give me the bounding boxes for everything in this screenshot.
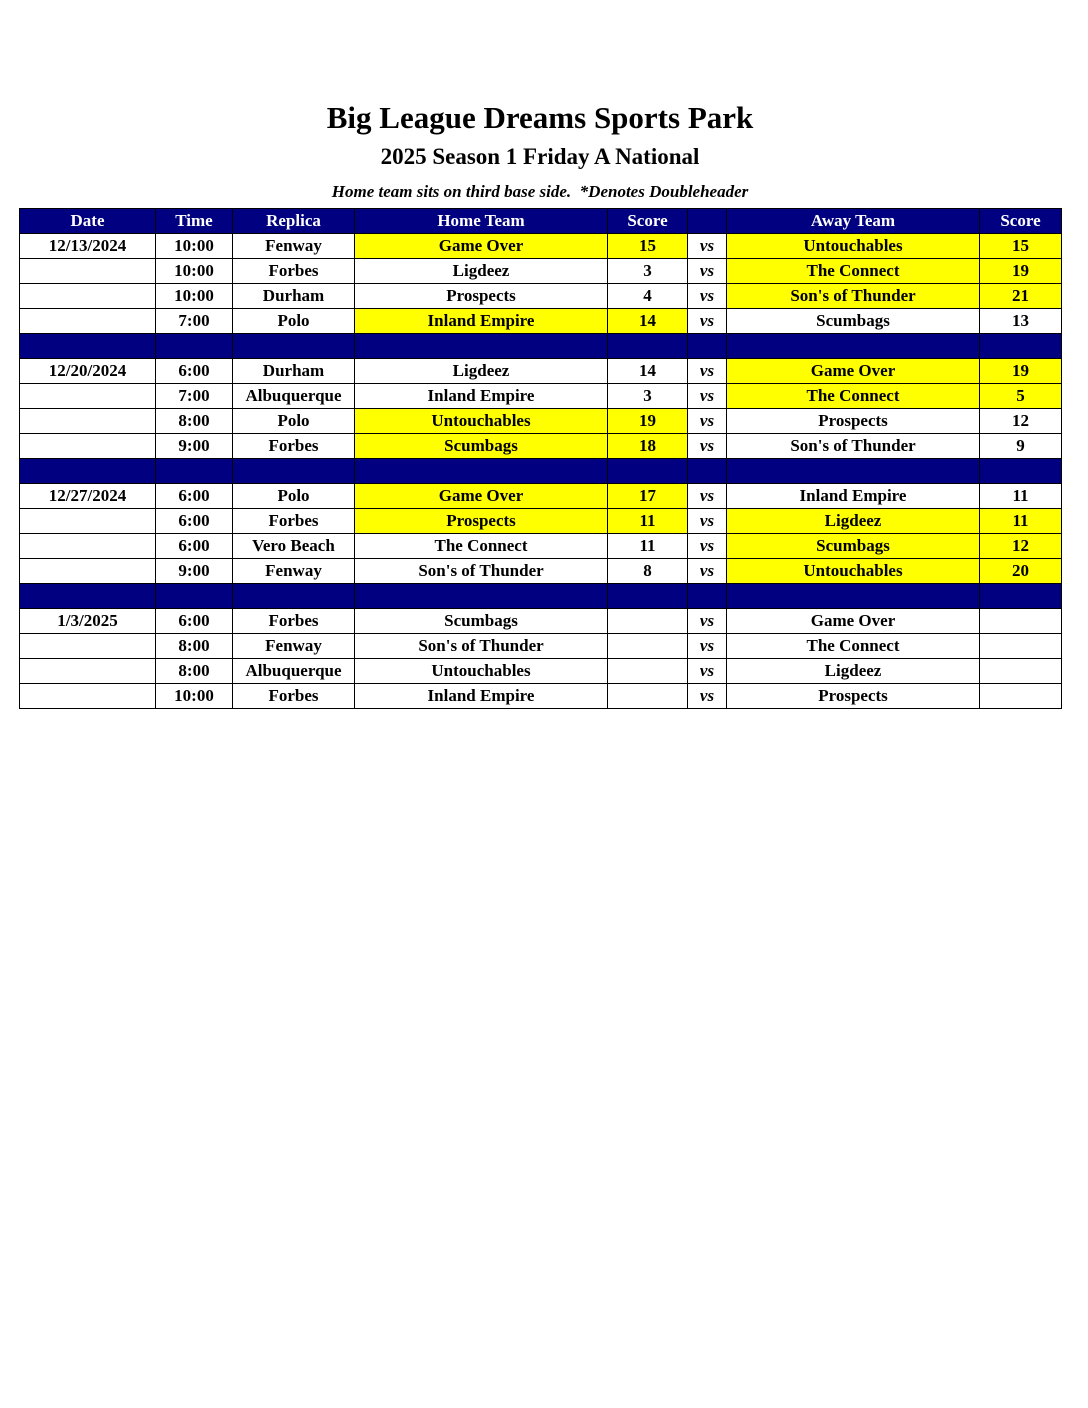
replica-cell: Polo (233, 409, 355, 434)
time-cell: 6:00 (156, 509, 233, 534)
date-cell (20, 284, 156, 309)
game-row (20, 609, 1062, 634)
separator-cell (688, 459, 727, 484)
separator-cell (608, 334, 688, 359)
home-team-cell: Game Over (355, 484, 608, 509)
away-team-cell: Ligdeez (727, 509, 980, 534)
time-cell: 10:00 (156, 234, 233, 259)
separator-cell (233, 334, 355, 359)
game-row (20, 234, 1062, 259)
separator-cell (355, 334, 608, 359)
replica-cell: Fenway (233, 234, 355, 259)
home-score-cell: 8 (608, 559, 688, 584)
away-score-cell: 9 (980, 434, 1062, 459)
home-team-cell: Son's of Thunder (355, 559, 608, 584)
separator-cell (20, 584, 156, 609)
schedule-note: Home team sits on third base side. *Denotes Doubleheader (331, 182, 749, 201)
away-score-cell: 11 (980, 509, 1062, 534)
date-cell (20, 309, 156, 334)
replica-cell: Forbes (233, 259, 355, 284)
away-score-cell (980, 609, 1062, 634)
away-team-cell: The Connect (727, 259, 980, 284)
column-header-time: Time (156, 209, 233, 234)
week-separator-row (20, 584, 1062, 609)
replica-cell: Durham (233, 359, 355, 384)
game-row (20, 284, 1062, 309)
separator-cell (355, 584, 608, 609)
replica-cell: Fenway (233, 559, 355, 584)
replica-cell: Polo (233, 309, 355, 334)
date-cell: 1/3/2025 (20, 609, 156, 634)
away-team-cell: Untouchables (727, 559, 980, 584)
date-cell: 12/20/2024 (20, 359, 156, 384)
away-team-cell: The Connect (727, 634, 980, 659)
game-row (20, 309, 1062, 334)
home-team-cell: Ligdeez (355, 259, 608, 284)
home-score-cell: 4 (608, 284, 688, 309)
replica-cell: Albuquerque (233, 659, 355, 684)
game-row (20, 684, 1062, 709)
separator-cell (727, 334, 980, 359)
separator-cell (608, 459, 688, 484)
away-score-cell (980, 684, 1062, 709)
column-header-replica: Replica (233, 209, 355, 234)
time-cell: 8:00 (156, 634, 233, 659)
date-cell: 12/27/2024 (20, 484, 156, 509)
time-cell: 6:00 (156, 484, 233, 509)
schedule-body (20, 234, 1062, 709)
page-subtitle: 2025 Season 1 Friday A National (380, 144, 700, 169)
separator-cell (156, 334, 233, 359)
date-cell (20, 409, 156, 434)
vs-cell: vs (688, 359, 727, 384)
away-score-cell: 20 (980, 559, 1062, 584)
separator-cell (156, 584, 233, 609)
away-team-cell: Inland Empire (727, 484, 980, 509)
game-row (20, 509, 1062, 534)
home-team-cell: Son's of Thunder (355, 634, 608, 659)
replica-cell: Albuquerque (233, 384, 355, 409)
away-score-cell: 19 (980, 359, 1062, 384)
date-cell (20, 559, 156, 584)
game-row (20, 384, 1062, 409)
time-cell: 9:00 (156, 559, 233, 584)
game-row (20, 534, 1062, 559)
time-cell: 6:00 (156, 359, 233, 384)
header-row (20, 209, 1062, 234)
vs-cell: vs (688, 509, 727, 534)
separator-cell (688, 334, 727, 359)
away-team-cell: Scumbags (727, 309, 980, 334)
vs-cell: vs (688, 384, 727, 409)
away-score-cell: 21 (980, 284, 1062, 309)
home-score-cell: 3 (608, 384, 688, 409)
away-team-cell: Game Over (727, 359, 980, 384)
home-score-cell (608, 659, 688, 684)
home-team-cell: Scumbags (355, 609, 608, 634)
replica-cell: Forbes (233, 609, 355, 634)
separator-cell (233, 584, 355, 609)
separator-cell (727, 459, 980, 484)
home-score-cell: 17 (608, 484, 688, 509)
date-cell (20, 384, 156, 409)
away-team-cell: Son's of Thunder (727, 434, 980, 459)
home-score-cell (608, 634, 688, 659)
away-team-cell: Prospects (727, 409, 980, 434)
column-header-vs (688, 209, 727, 234)
column-header-away-team: Away Team (727, 209, 980, 234)
home-score-cell: 14 (608, 309, 688, 334)
home-team-cell: Untouchables (355, 659, 608, 684)
away-team-cell: Ligdeez (727, 659, 980, 684)
away-score-cell: 19 (980, 259, 1062, 284)
home-team-cell: Inland Empire (355, 384, 608, 409)
date-cell (20, 684, 156, 709)
date-cell (20, 509, 156, 534)
vs-cell: vs (688, 634, 727, 659)
separator-cell (355, 459, 608, 484)
home-score-cell: 18 (608, 434, 688, 459)
home-team-cell: Prospects (355, 284, 608, 309)
vs-cell: vs (688, 609, 727, 634)
home-score-cell (608, 609, 688, 634)
date-cell (20, 434, 156, 459)
date-cell (20, 534, 156, 559)
game-row (20, 559, 1062, 584)
column-header-away-score: Score (980, 209, 1062, 234)
home-score-cell: 19 (608, 409, 688, 434)
vs-cell: vs (688, 434, 727, 459)
separator-cell (688, 584, 727, 609)
game-row (20, 434, 1062, 459)
away-score-cell (980, 659, 1062, 684)
game-row (20, 359, 1062, 384)
away-score-cell: 12 (980, 409, 1062, 434)
vs-cell: vs (688, 684, 727, 709)
time-cell: 8:00 (156, 659, 233, 684)
time-cell: 10:00 (156, 284, 233, 309)
separator-cell (980, 334, 1062, 359)
game-row (20, 659, 1062, 684)
separator-cell (608, 584, 688, 609)
vs-cell: vs (688, 259, 727, 284)
vs-cell: vs (688, 309, 727, 334)
away-team-cell: The Connect (727, 384, 980, 409)
separator-cell (233, 459, 355, 484)
week-separator-row (20, 334, 1062, 359)
home-score-cell: 11 (608, 534, 688, 559)
separator-cell (980, 584, 1062, 609)
time-cell: 6:00 (156, 609, 233, 634)
time-cell: 9:00 (156, 434, 233, 459)
separator-cell (727, 584, 980, 609)
vs-cell: vs (688, 284, 727, 309)
home-score-cell: 3 (608, 259, 688, 284)
away-team-cell: Untouchables (727, 234, 980, 259)
replica-cell: Durham (233, 284, 355, 309)
home-team-cell: Untouchables (355, 409, 608, 434)
time-cell: 7:00 (156, 309, 233, 334)
away-score-cell: 5 (980, 384, 1062, 409)
away-score-cell (980, 634, 1062, 659)
date-cell (20, 659, 156, 684)
week-separator-row (20, 459, 1062, 484)
vs-cell: vs (688, 559, 727, 584)
time-cell: 10:00 (156, 684, 233, 709)
home-team-cell: The Connect (355, 534, 608, 559)
home-team-cell: Inland Empire (355, 309, 608, 334)
away-team-cell: Scumbags (727, 534, 980, 559)
away-team-cell: Game Over (727, 609, 980, 634)
away-score-cell: 15 (980, 234, 1062, 259)
home-score-cell (608, 684, 688, 709)
time-cell: 10:00 (156, 259, 233, 284)
time-cell: 7:00 (156, 384, 233, 409)
column-header-home-score: Score (608, 209, 688, 234)
game-row (20, 634, 1062, 659)
schedule-table (19, 208, 1062, 709)
game-row (20, 259, 1062, 284)
home-score-cell: 11 (608, 509, 688, 534)
time-cell: 6:00 (156, 534, 233, 559)
game-row (20, 484, 1062, 509)
away-score-cell: 11 (980, 484, 1062, 509)
date-cell (20, 259, 156, 284)
separator-cell (20, 334, 156, 359)
vs-cell: vs (688, 234, 727, 259)
home-score-cell: 14 (608, 359, 688, 384)
replica-cell: Vero Beach (233, 534, 355, 559)
replica-cell: Forbes (233, 434, 355, 459)
away-score-cell: 12 (980, 534, 1062, 559)
date-cell (20, 634, 156, 659)
vs-cell: vs (688, 409, 727, 434)
vs-cell: vs (688, 534, 727, 559)
home-score-cell: 15 (608, 234, 688, 259)
page-title: Big League Dreams Sports Park (326, 100, 754, 135)
separator-cell (156, 459, 233, 484)
away-score-cell: 13 (980, 309, 1062, 334)
replica-cell: Fenway (233, 634, 355, 659)
replica-cell: Forbes (233, 509, 355, 534)
vs-cell: vs (688, 659, 727, 684)
vs-cell: vs (688, 484, 727, 509)
home-team-cell: Prospects (355, 509, 608, 534)
replica-cell: Forbes (233, 684, 355, 709)
home-team-cell: Scumbags (355, 434, 608, 459)
home-team-cell: Ligdeez (355, 359, 608, 384)
time-cell: 8:00 (156, 409, 233, 434)
replica-cell: Polo (233, 484, 355, 509)
home-team-cell: Inland Empire (355, 684, 608, 709)
game-row (20, 409, 1062, 434)
away-team-cell: Son's of Thunder (727, 284, 980, 309)
away-team-cell: Prospects (727, 684, 980, 709)
date-cell: 12/13/2024 (20, 234, 156, 259)
column-header-date: Date (20, 209, 156, 234)
separator-cell (20, 459, 156, 484)
column-header-home-team: Home Team (355, 209, 608, 234)
separator-cell (980, 459, 1062, 484)
home-team-cell: Game Over (355, 234, 608, 259)
